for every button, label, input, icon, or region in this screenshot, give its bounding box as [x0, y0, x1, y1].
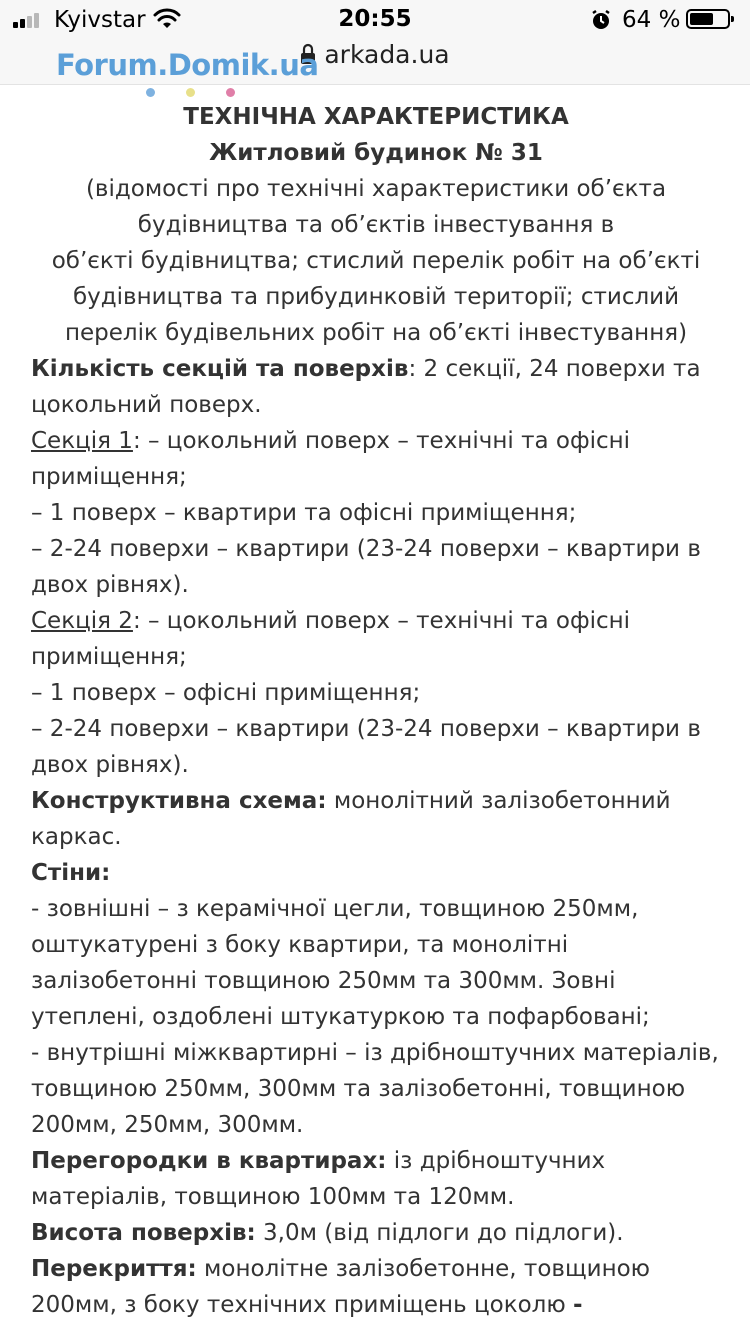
- partitions-label: Перегородки в квартирах:: [31, 1148, 387, 1174]
- floors-text: монолітне залізобетонне, товщиною 200мм, з боку технічних приміщень цоколю: [31, 1256, 651, 1318]
- walls-inner: - внутрішні міжквартирні – із дрібноштучних матеріалів, товщиною 250мм, 300мм та залізобетонні, товщиною 200мм, 250мм, 300мм.: [31, 1040, 719, 1138]
- note-line: будівництва та прибудинковій території; стислий: [72, 284, 680, 310]
- walls-label: Стіни:: [31, 860, 111, 886]
- walls-outer: - зовнішні – з керамічної цегли, товщиною 250мм, оштукатурені з боку квартири, та монолітні залізобетонні товщиною 250мм та 300мм. Зовні утеплені, оздоблені штукатуркою та пофарбовані;: [31, 896, 650, 1030]
- height-paragraph: [31, 1215, 721, 1251]
- doc-title: ТЕХНІЧНА ХАРАКТЕРИСТИКА: [183, 104, 569, 130]
- section1-line: – 1 поверх – квартири та офісні приміщення;: [31, 500, 577, 526]
- section2-label: Секція 2: [31, 608, 133, 634]
- section2-paragraph: [31, 603, 721, 675]
- status-bar: [0, 0, 750, 40]
- doc-subtitle: Житловий будинок № 31: [209, 140, 543, 166]
- sections-paragraph: [31, 351, 721, 423]
- note-line: об’єкті будівництва; стислий перелік робіт на об’єкті: [51, 248, 701, 274]
- scheme-paragraph: [31, 783, 721, 855]
- scheme-label: Конструктивна схема:: [31, 788, 327, 814]
- section2-line: – 2-24 поверхи – квартири (23-24 поверхи – квартири в двох рівнях).: [31, 716, 701, 778]
- floors-label: Перекриття:: [31, 1256, 197, 1282]
- carrier-name: Kyivstar: [54, 7, 146, 33]
- section2-text: : – цокольний поверх – технічні та офісні приміщення;: [31, 608, 631, 670]
- partitions-text: із дрібноштучних матеріалів, товщиною 100мм та 120мм.: [31, 1148, 606, 1210]
- battery-percent: 64 %: [622, 7, 681, 33]
- url-text[interactable]: arkada.ua: [324, 40, 450, 69]
- note-line: будівництва та об’єктів інвестування в: [137, 212, 615, 238]
- partitions-paragraph: [31, 1143, 721, 1215]
- watermark-logo: Forum.Domik.ua: [56, 48, 319, 82]
- height-label: Висота поверхів:: [31, 1220, 256, 1246]
- battery-icon: [686, 9, 730, 29]
- section2-line: – 1 поверх – офісні приміщення;: [31, 680, 421, 706]
- section1-text: : – цокольний поверх – технічні та офісні приміщення;: [31, 428, 631, 490]
- sections-text: : 2 секції, 24 поверхи та цокольний поверх.: [31, 356, 701, 418]
- note-line: перелік будівельних робіт на об’єкті інвестування): [64, 320, 688, 346]
- floors-paragraph: [31, 1251, 721, 1323]
- note-line: (відомості про технічні характеристики об’єкта: [85, 176, 667, 202]
- section1-label: Секція 1: [31, 428, 133, 454]
- scheme-text: монолітний залізобетонний каркас.: [31, 788, 671, 850]
- height-text: 3,0м (від підлоги до підлоги).: [255, 1220, 624, 1246]
- document-content: [31, 98, 721, 1323]
- walls-heading: [31, 855, 721, 891]
- section1-paragraph: [31, 423, 721, 495]
- section1-line: – 2-24 поверхи – квартири (23-24 поверхи – квартири в двох рівнях).: [31, 536, 701, 598]
- sections-label: Кількість секцій та поверхів: [31, 356, 409, 382]
- floors-dash: -: [573, 1292, 583, 1318]
- alarm-icon: [590, 9, 612, 37]
- doc-note: [31, 171, 721, 351]
- clock: 20:55: [338, 6, 412, 32]
